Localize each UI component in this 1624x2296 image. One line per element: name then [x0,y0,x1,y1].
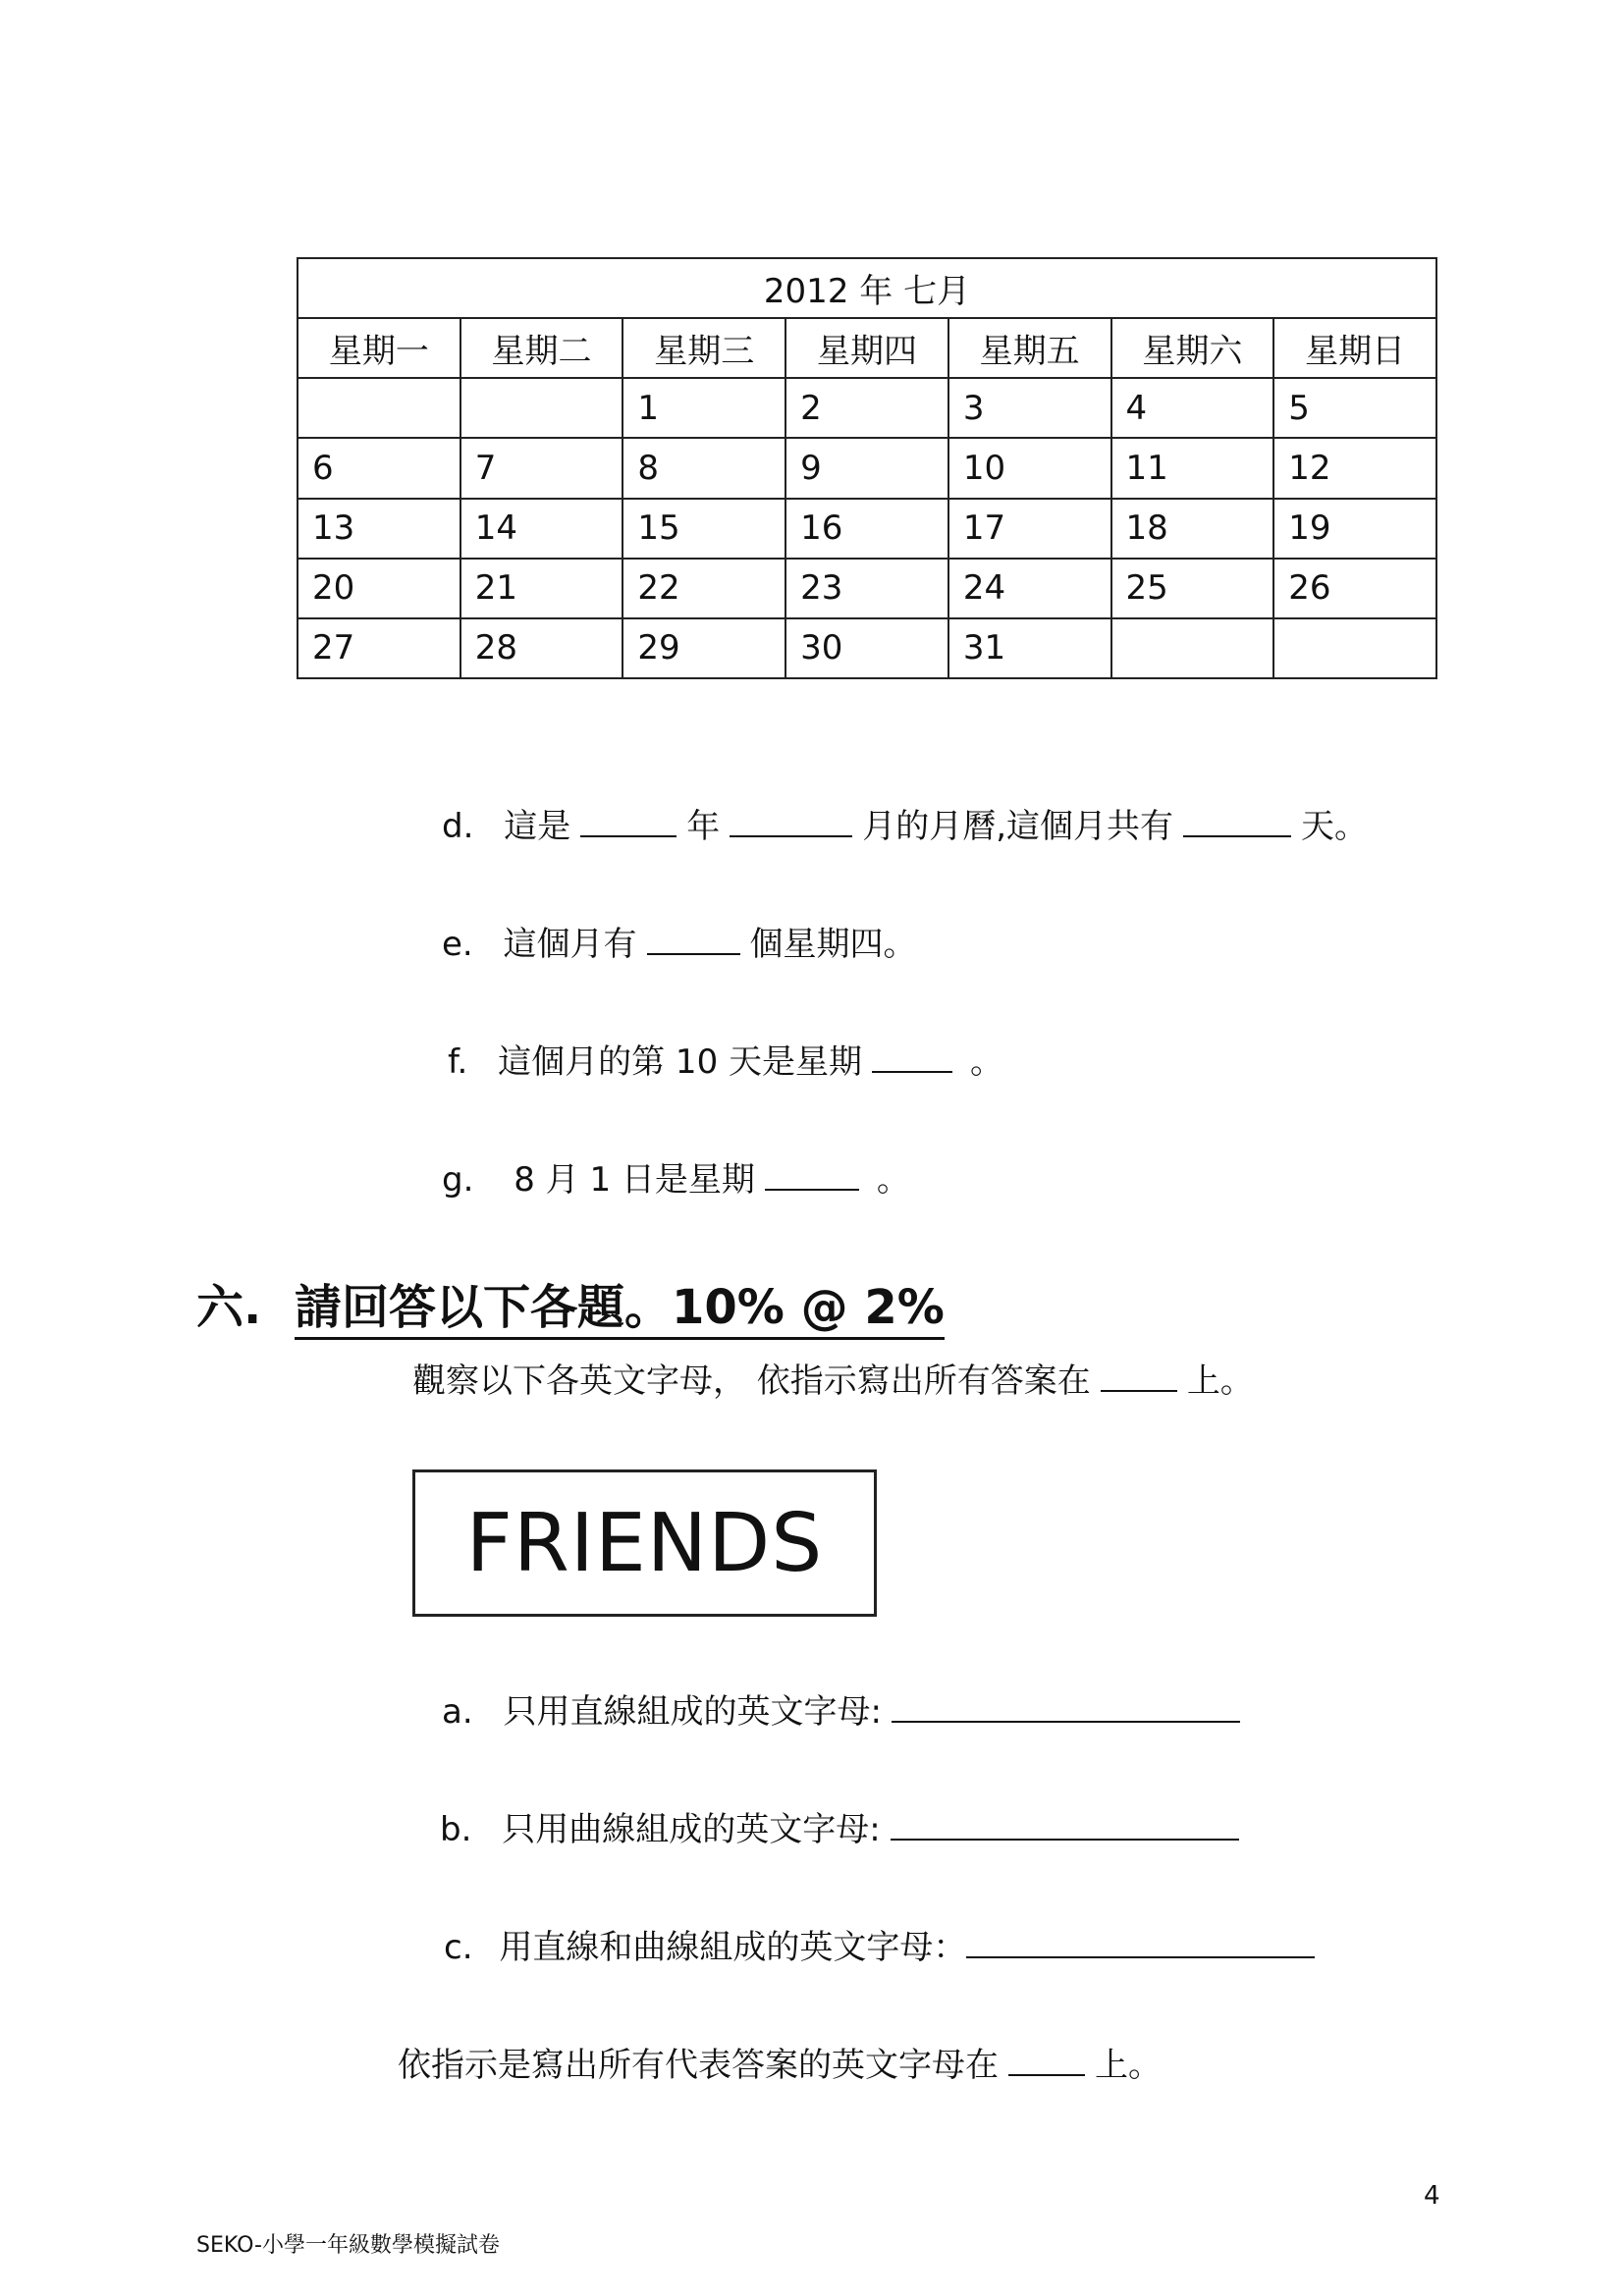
question-text: 年 [686,807,721,846]
day-cell: 16 [785,499,948,559]
day-cell: 14 [460,499,623,559]
day-cell: 5 [1273,378,1436,438]
question-text: 。 [876,1160,910,1200]
question-c [444,1926,1325,1969]
day-cell: 10 [948,438,1111,498]
weekday-header: 星期三 [623,318,785,378]
question-text: 月的月曆,這個月共有 [862,807,1174,846]
question-e [442,923,917,966]
day-cell: 31 [948,618,1111,678]
question-text: 8 月 1 日是星期 [514,1160,755,1200]
footer-text: SEKO-小學一年級數學模擬試卷 [196,2233,500,2258]
day-cell: 11 [1111,438,1274,498]
question-label: e. [442,925,473,964]
day-cell: 25 [1111,559,1274,618]
question-text: 。 [970,1042,1004,1082]
day-cell: 28 [460,618,623,678]
instruction-text: 依指示是寫出所有代表答案的英文字母在 [398,2046,999,2085]
question-text: 用直線和曲線組成的英文字母： [499,1928,967,1967]
calendar-week-row [298,618,1436,678]
weekday-header: 星期二 [460,318,623,378]
question-b [440,1808,1249,1851]
word-text: FRIENDS [465,1496,824,1590]
question-text: 只用曲線組成的英文字母: [502,1810,881,1849]
question-a [442,1690,1250,1734]
answer-blank[interactable] [892,1691,1240,1723]
day-cell [1273,618,1436,678]
question-text: 這是 [504,807,571,846]
instruction-text: 上。 [1095,2046,1162,2085]
question-label: f. [448,1042,468,1082]
calendar-week-row [298,559,1436,618]
question-text: 這個月有 [503,925,637,964]
day-cell: 17 [948,499,1111,559]
question-text: 天。 [1301,807,1369,846]
day-cell [1111,618,1274,678]
weekday-header: 星期日 [1273,318,1436,378]
day-cell: 22 [623,559,785,618]
day-cell: 2 [785,378,948,438]
answer-blank[interactable] [580,806,677,837]
question-text: 這個月的第 10 天是星期 [498,1042,863,1082]
day-cell [460,378,623,438]
weekday-header: 星期五 [948,318,1111,378]
weekday-header: 星期六 [1111,318,1274,378]
day-cell: 19 [1273,499,1436,559]
answer-blank[interactable] [647,924,740,955]
day-cell [298,378,460,438]
answer-blank[interactable] [891,1809,1239,1841]
question-d [442,805,1368,848]
day-cell: 24 [948,559,1111,618]
page-number: 4 [1424,2181,1440,2211]
word-box [412,1469,877,1617]
section-instruction-2 [398,2044,1162,2087]
answer-blank[interactable] [730,806,852,837]
calendar-week-row [298,378,1436,438]
day-cell: 6 [298,438,460,498]
question-label: g. [442,1160,474,1200]
question-g [442,1158,910,1201]
day-cell: 29 [623,618,785,678]
section-instruction [412,1360,1254,1403]
day-cell: 21 [460,559,623,618]
answer-blank[interactable] [1183,806,1291,837]
day-cell: 12 [1273,438,1436,498]
day-cell: 30 [785,618,948,678]
day-cell: 15 [623,499,785,559]
day-cell: 20 [298,559,460,618]
question-label: d. [442,807,474,846]
weekday-header: 星期一 [298,318,460,378]
day-cell: 9 [785,438,948,498]
section-number: 六. [196,1280,262,1335]
question-label: a. [442,1692,473,1732]
day-cell: 4 [1111,378,1274,438]
answer-blank [1101,1361,1177,1392]
answer-blank[interactable] [765,1159,859,1191]
day-cell: 3 [948,378,1111,438]
question-label: b. [440,1810,472,1849]
calendar-week-row [298,438,1436,498]
section-heading [196,1278,945,1337]
day-cell: 13 [298,499,460,559]
section-title: 請回答以下各題。10% @ 2% [295,1280,945,1340]
instruction-text: 上。 [1186,1362,1254,1401]
calendar-table [297,257,1437,679]
day-cell: 23 [785,559,948,618]
answer-blank[interactable] [966,1927,1315,1958]
calendar-week-row [298,499,1436,559]
question-text: 個星期四。 [749,925,917,964]
calendar-title: 2012 年 七月 [298,258,1436,318]
question-text: 只用直線組成的英文字母: [503,1692,882,1732]
question-label: c. [444,1928,473,1967]
day-cell: 18 [1111,499,1274,559]
answer-blank[interactable] [872,1041,952,1073]
day-cell: 7 [460,438,623,498]
day-cell: 26 [1273,559,1436,618]
answer-blank [1008,2045,1085,2076]
question-f [448,1041,1003,1084]
day-cell: 1 [623,378,785,438]
instruction-text: 觀察以下各英文字母， 依指示寫出所有答案在 [412,1362,1091,1401]
day-cell: 8 [623,438,785,498]
day-cell: 27 [298,618,460,678]
weekday-header: 星期四 [785,318,948,378]
